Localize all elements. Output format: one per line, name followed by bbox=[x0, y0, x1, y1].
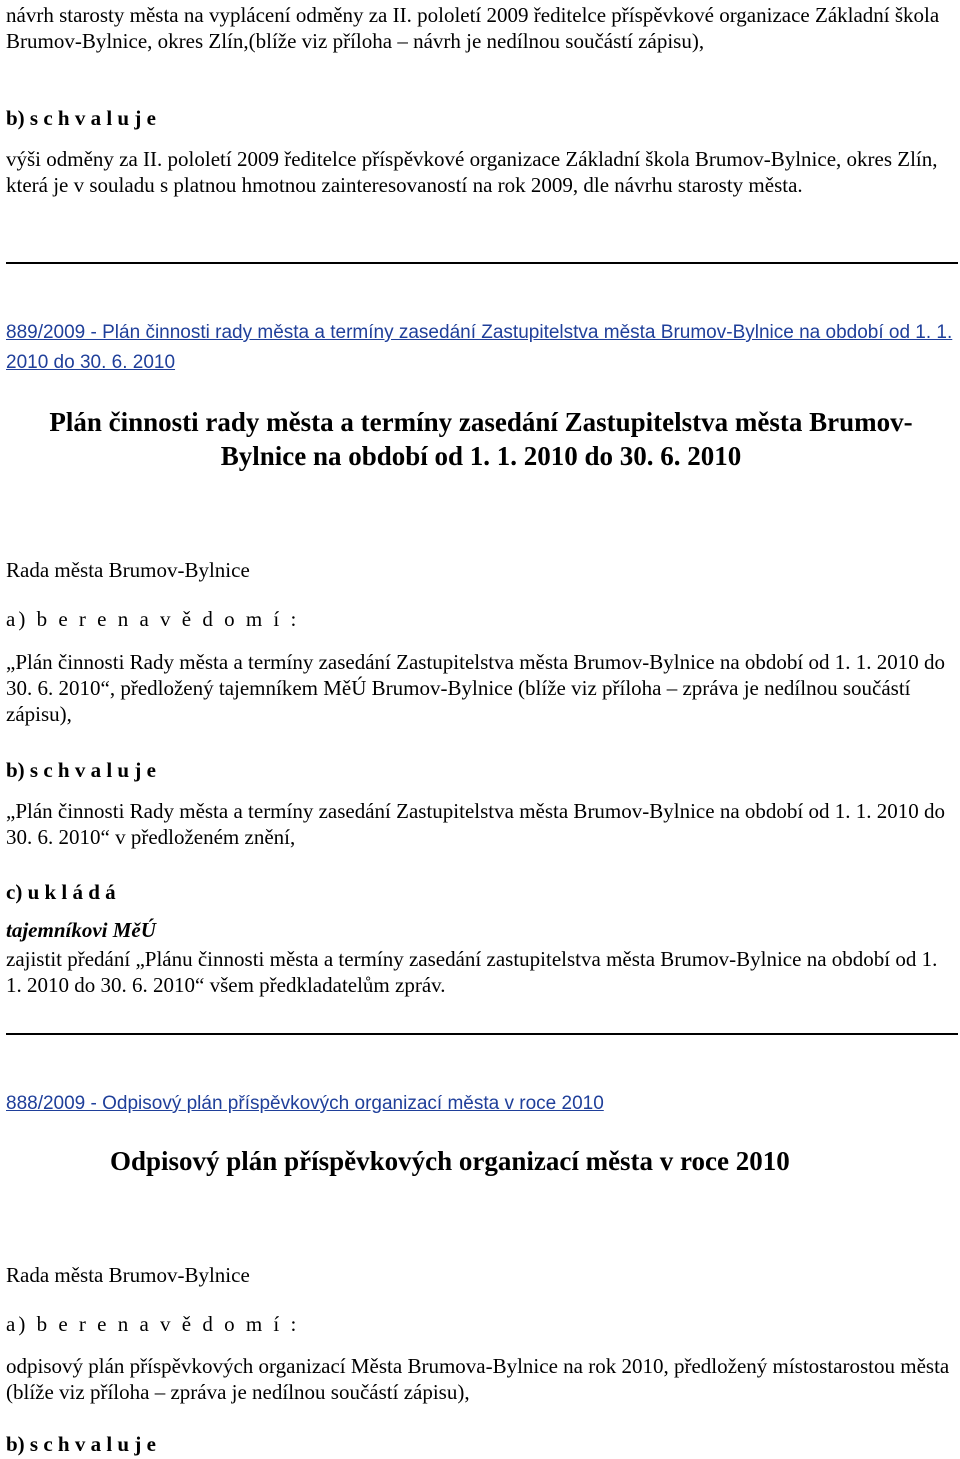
section-divider bbox=[6, 1033, 958, 1035]
resolution-889-link[interactable]: 889/2009 - Plán činnosti rady města a termíny zasedání Zastupitelstva města Brumov-Bylnice na období od 1. 1. 2010 do 30. 6. 2010 bbox=[6, 322, 953, 373]
instructs-label: c) u k l á d á bbox=[6, 880, 116, 904]
resolution-889-title-line2: Bylnice na období od 1. 1. 2010 do 30. 6. 2010 bbox=[220, 441, 742, 471]
resolution-889-title-line1: Plán činnosti rady města a termíny zasedání Zastupitelstva města Brumov- bbox=[49, 407, 913, 437]
approves-text: „Plán činnosti Rady města a termíny zasedání Zastupitelstva města Brumov-Bylnice na období od 1. 1. 2010 do 30. 6. 2010“ v předloženém znění, bbox=[6, 799, 945, 849]
takes-note-text: „Plán činnosti Rady města a termíny zasedání Zastupitelstva města Brumov-Bylnice na období od 1. 1. 2010 do 30. 6. 2010“, předložený tajemníkem MěÚ Brumov-Bylnice (blíže viz příloha – zpráva je nedílnou součástí zápisu), bbox=[6, 650, 945, 726]
resolution-888-title: Odpisový plán příspěvkových organizací města v roce 2010 bbox=[110, 1146, 790, 1176]
council-heading: Rada města Brumov-Bylnice bbox=[6, 558, 250, 582]
section-divider bbox=[6, 262, 958, 264]
takes-note-label: a) b e r e n a v ě d o m í : bbox=[6, 1312, 300, 1336]
approves-label: b) s c h v a l u j e bbox=[6, 758, 156, 782]
takes-note-text: odpisový plán příspěvkových organizací Města Brumova-Bylnice na rok 2010, předložený místostarostou města (blíže viz příloha – zpráva je nedílnou součástí zápisu), bbox=[6, 1354, 950, 1404]
instructs-person: tajemníkovi MěÚ bbox=[6, 918, 156, 942]
prev-paragraph-1: návrh starosty města na vyplácení odměny za II. pololetí 2009 ředitelce příspěvkové organizace Základní škola Brumov-Bylnice, okres Zlín,(blíže viz příloha – návrh je nedílnou součástí zápisu), bbox=[6, 3, 940, 53]
instructs-text: zajistit předání „Plánu činnosti města a termíny zasedání zastupitelstva města Brumov-Bylnice na období od 1. 1. 2010 do 30. 6. 2010“ všem předkladatelům zpráv. bbox=[6, 947, 938, 997]
resolution-888-link[interactable]: 888/2009 - Odpisový plán příspěvkových organizací města v roce 2010 bbox=[6, 1093, 604, 1114]
takes-note-label: a) b e r e n a v ě d o m í : bbox=[6, 607, 300, 631]
approves-label: b) s c h v a l u j e bbox=[6, 1432, 156, 1456]
prev-paragraph-2: výši odměny za II. pololetí 2009 ředitelce příspěvkové organizace Základní škola Brumov-Bylnice, okres Zlín, která je v souladu s platnou hmotnou zainteresovaností na rok 2009, dle návrhu starosty města. bbox=[6, 147, 938, 197]
council-heading: Rada města Brumov-Bylnice bbox=[6, 1263, 250, 1287]
prev-approves-label: b) s c h v a l u j e bbox=[6, 106, 156, 130]
